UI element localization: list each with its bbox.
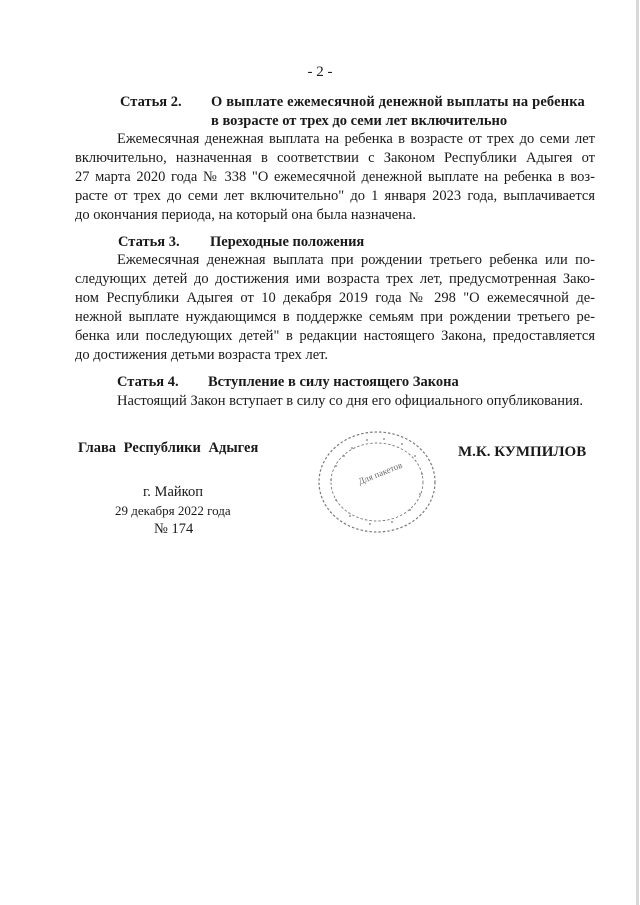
article-label: Статья 3. bbox=[118, 234, 180, 250]
article-text-line: включительно, назначенная в соответствии с Законом Республики Адыгея от bbox=[75, 150, 595, 166]
signatory-name: М.К. КУМПИЛОВ bbox=[458, 444, 587, 460]
article-title-line-1: О выплате ежемесячной денежной выплаты на ребенка bbox=[211, 94, 585, 110]
article-text-line: нежной выплате нуждающимся в поддержке семьям при рождении третьего ре- bbox=[75, 309, 595, 325]
article-heading bbox=[118, 233, 598, 253]
signatory-position: Глава Республики Адыгея bbox=[78, 440, 259, 456]
article-text-line: бенка или последующих детей" в редакции настоящего Закона, предоставляется bbox=[75, 328, 595, 344]
article-title: Переходные положения bbox=[210, 234, 365, 250]
article-text-line: 27 марта 2020 года № 338 "О ежемесячной денежной выплате на ребенка в воз- bbox=[75, 169, 595, 185]
page-number: - 2 - bbox=[307, 64, 333, 80]
article-text-line: следующих детей до достижения ими возраста трех лет, предусмотренная Зако- bbox=[75, 271, 595, 287]
scan-edge bbox=[636, 0, 639, 905]
article-heading bbox=[117, 373, 597, 393]
article-label: Статья 2. bbox=[120, 94, 182, 110]
article-text-line: Настоящий Закон вступает в силу со дня его официального опубликования. bbox=[117, 393, 584, 409]
article-text-line: Ежемесячная денежная выплата при рождении третьего ребенка или по- bbox=[117, 252, 595, 268]
law-number: № 174 bbox=[154, 521, 194, 537]
article-title: Вступление в силу настоящего Закона bbox=[208, 374, 459, 390]
article-text-line: до достижения детьми возраста трех лет. bbox=[75, 347, 329, 363]
article-label: Статья 4. bbox=[117, 374, 179, 390]
city: г. Майкоп bbox=[143, 484, 203, 500]
article-text-line: Ежемесячная денежная выплата на ребенка в возрасте от трех до семи лет bbox=[117, 131, 595, 147]
article-title-line-2: в возрасте от трех до семи лет включительно bbox=[211, 113, 508, 129]
official-stamp bbox=[312, 426, 442, 538]
article-text-line: расте от трех до семи лет включительно" до 1 января 2023 года, выплачивается bbox=[75, 188, 595, 204]
date: 29 декабря 2022 года bbox=[115, 503, 231, 518]
article-text-line: ном Республики Адыгея от 10 декабря 2019 года № 298 "О ежемесячной де- bbox=[75, 290, 595, 306]
stamp-text-line: Для пакетов bbox=[356, 459, 404, 487]
article-heading bbox=[120, 93, 600, 133]
article-text-line: до окончания периода, на который она была назначена. bbox=[75, 207, 416, 223]
